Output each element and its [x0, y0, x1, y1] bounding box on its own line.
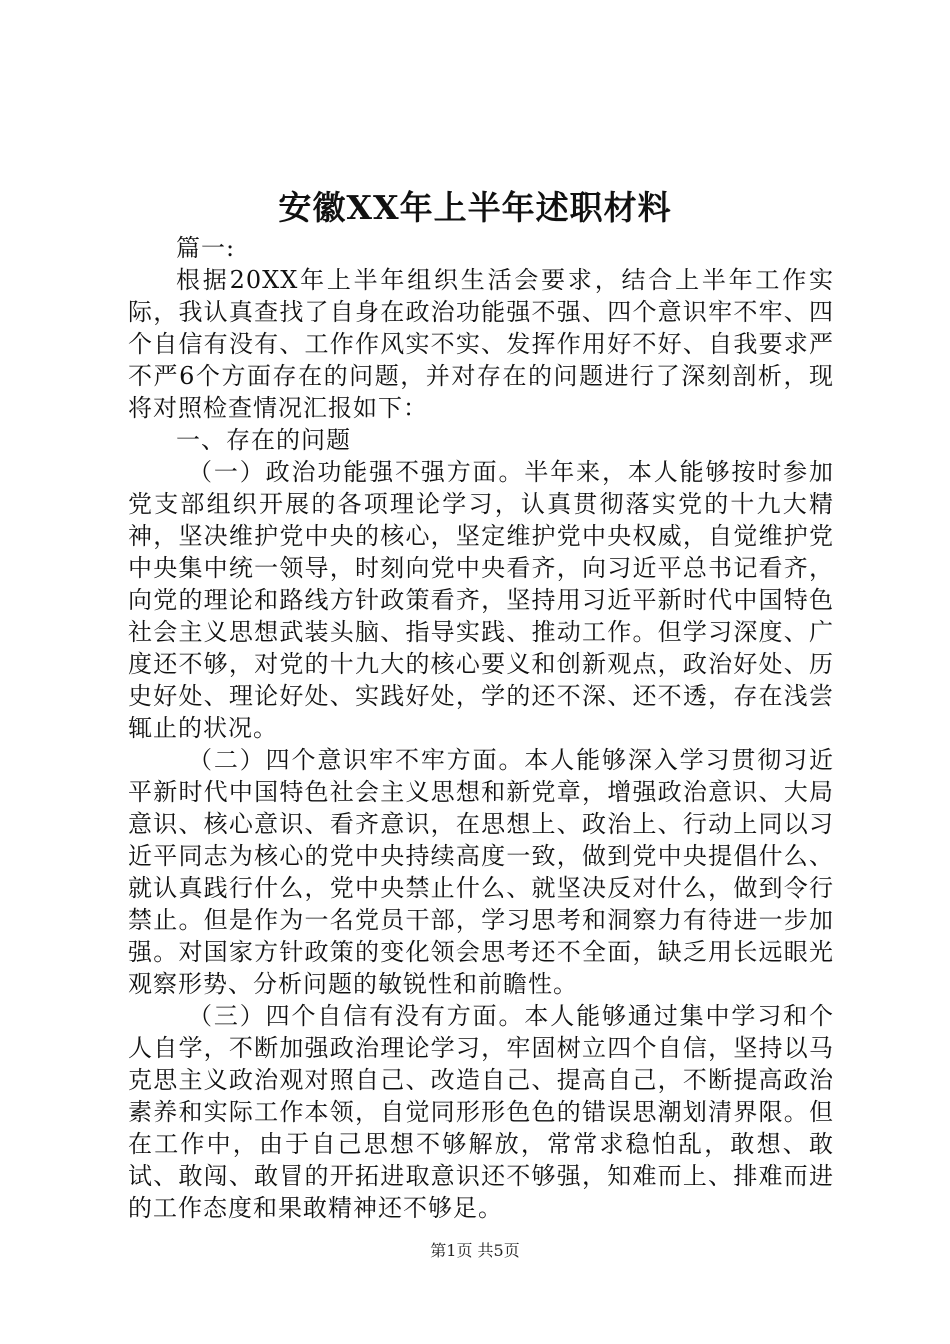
section-label: 篇一:	[176, 234, 236, 262]
paragraph-political-function: （一）政治功能强不强方面。半年来，本人能够按时参加党支部组织开展的各项理论学习，认真贯彻落实党的十九大精神，坚决维护党中央的核心，坚定维护党中央权威，自觉维护党中央集中统一领导，时刻向党中央看齐，向习近平总书记看齐，向党的理论和路线方针政策看齐，坚持用习近平新时代中国特色社会主义思想武装头脑、指导实践、推动工作。但学习深度、广度还不够，对党的十九大的核心要义和创新观点，政治好处、历史好处、理论好处、实践好处，学的还不深、还不透，存在浅尝辄止的状况。	[128, 458, 834, 742]
intro-paragraph: 根据20XX年上半年组织生活会要求，结合上半年工作实际，我认真查找了自身在政治功能强不强、四个意识牢不牢、四个自信有没有、工作作风实不实、发挥作用好不好、自我要求严不严6个方面存在的问题，并对存在的问题进行了深刻剖析，现将对照检查情况汇报如下：	[128, 266, 834, 422]
section-heading: 一、存在的问题	[176, 426, 351, 454]
page-footer: 第1页 共5页	[430, 1241, 520, 1260]
document-title: 安徽XX年上半年述职材料	[278, 188, 672, 227]
document-body	[128, 232, 834, 1224]
paragraph-four-confidence: （三）四个自信有没有方面。本人能够通过集中学习和个人自学，不断加强政治理论学习，牢固树立四个自信，坚持以马克思主义政治观对照自己、改造自己、提高自己，不断提高政治素养和实际工作本领，自觉同形形色色的错误思潮划清界限。但在工作中，由于自己思想不够解放，常常求稳怕乱，敢想、敢试、敢闯、敢冒的开拓进取意识还不够强，知难而上、排难而进的工作态度和果敢精神还不够足。	[128, 1002, 834, 1222]
paragraph-four-consciousness: （二）四个意识牢不牢方面。本人能够深入学习贯彻习近平新时代中国特色社会主义思想和新党章，增强政治意识、大局意识、核心意识、看齐意识，在思想上、政治上、行动上同以习近平同志为核心的党中央持续高度一致，做到党中央提倡什么、就认真践行什么，党中央禁止什么、就坚决反对什么，做到令行禁止。但是作为一名党员干部，学习思考和洞察力有待进一步加强。对国家方针政策的变化领会思考还不全面，缺乏用长远眼光观察形势、分析问题的敏锐性和前瞻性。	[128, 746, 834, 998]
